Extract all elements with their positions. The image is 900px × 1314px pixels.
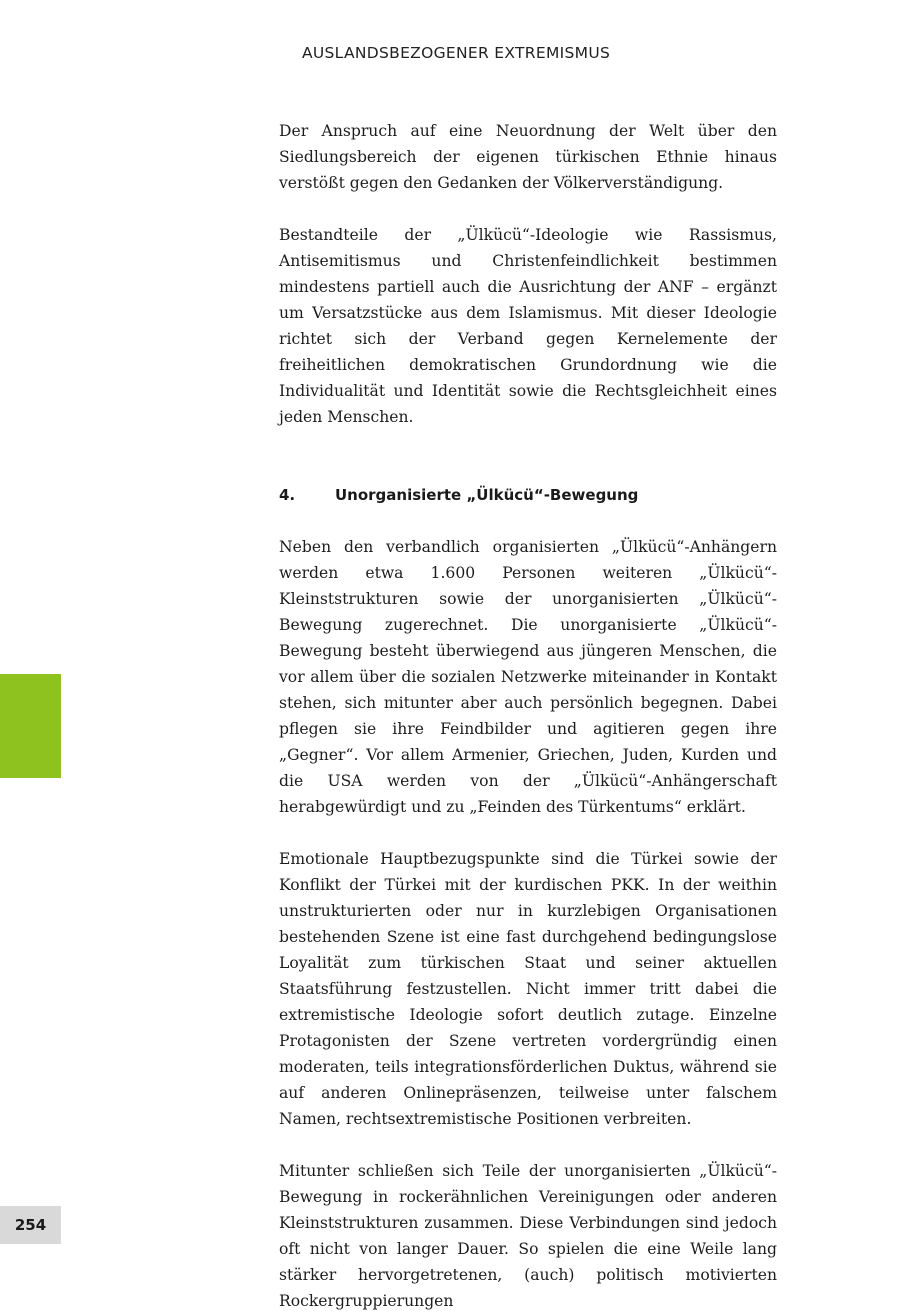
section-title: Unorganisierte „Ülkücü“-Bewegung — [335, 486, 639, 504]
page-number: 254 — [14, 1216, 47, 1234]
paragraph: Emotionale Hauptbezugspunkte sind die Türkei sowie der Konflikt der Türkei mit der kurdischen PKK. In der weithin unstrukturierten oder nur in kurzlebigen Organisationen bestehenden Szene ist eine fast durchgehend bedingungslose Loyalität zum türkischen Staat und seiner aktuellen Staatsführung festzustellen. Nicht immer tritt dabei die extremistische Ideologie sofort deutlich zutage. Einzelne Protagonisten der Szene vertreten vordergründig einen moderaten, teils integrationsförderlichen Duktus, während sie auf anderen Onlinepräsenzen, teilweise unter falschem Namen, rechtsextremistische Positionen verbreiten. — [279, 850, 777, 1128]
paragraph: Mitunter schließen sich Teile der unorganisierten „Ülkücü“-Bewegung in rockerähnlichen Vereinigungen oder anderen Kleinststrukturen zusammen. Diese Verbindungen sind jedoch oft nicht von langer Dauer. So spielen die eine Weile lang stärker hervorgetretenen, (auch) politisch motivierten Rockergruppierungen — [279, 1162, 777, 1310]
paragraph: Neben den verbandlich organisierten „Ülkücü“-Anhängern werden etwa 1.600 Personen weiteren „Ülkücü“-Kleinststrukturen sowie der unorganisierten „Ülkücü“-Bewegung zugerechnet. Die unorganisierte „Ülkücü“-Bewegung besteht überwiegend aus jüngeren Menschen, die vor allem über die sozialen Netzwerke miteinander in Kontakt stehen, sich mitunter aber auch persönlich begegnen. Dabei pflegen sie ihre Feindbilder und agitieren gegen ihre „Gegner“. Vor allem Armenier, Griechen, Juden, Kurden und die USA werden von der „Ülkücü“-Anhängerschaft herabgewürdigt und zu „Feinden des Türkentums“ erklärt. — [279, 538, 777, 816]
section-number: 4. — [279, 486, 296, 504]
chapter-marker-tab — [0, 674, 61, 778]
paragraph: Bestandteile der „Ülkücü“-Ideologie wie Rassismus, Antisemitismus und Christenfeindlichkeit bestimmen mindestens partiell auch die Ausrichtung der ANF – ergänzt um Versatzstücke aus dem Islamismus. Mit dieser Ideologie richtet sich der Verband gegen Kernelemente der freiheitlichen demokratischen Grundordnung wie die Individualität und Identität sowie die Rechtsgleichheit eines jeden Menschen. — [279, 226, 777, 426]
paragraph: Der Anspruch auf eine Neuordnung der Welt über den Siedlungsbereich der eigenen türkischen Ethnie hinaus verstößt gegen den Gedanken der Völkerverständigung. — [279, 122, 777, 192]
body-text — [279, 118, 777, 1314]
running-header: AUSLANDSBEZOGENER EXTREMISMUS — [302, 44, 611, 62]
section-heading — [279, 482, 777, 508]
page-number-box — [0, 1206, 61, 1244]
